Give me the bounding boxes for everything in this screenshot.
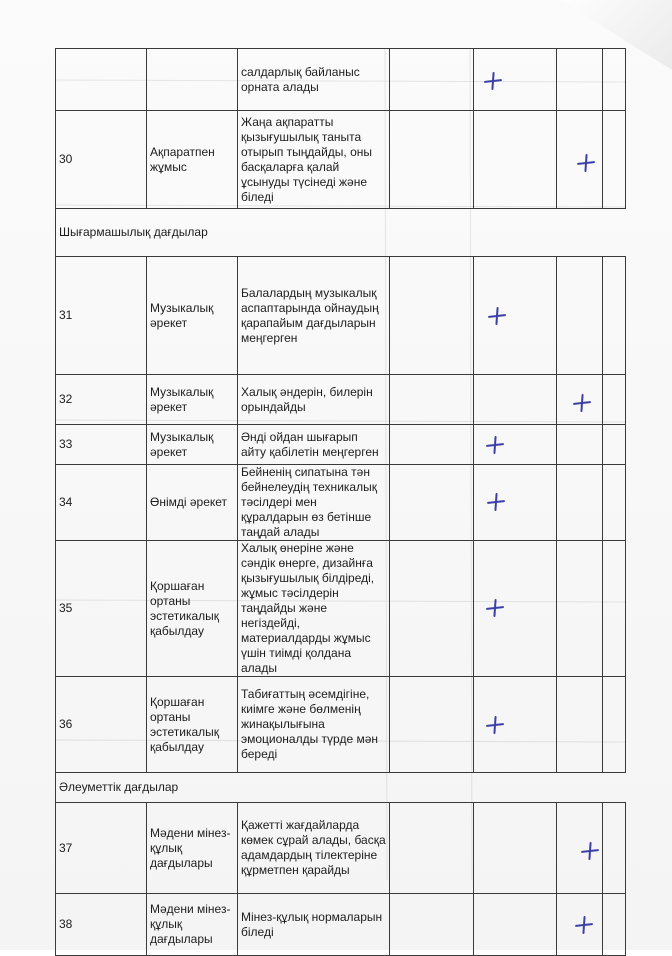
level-cell [557, 465, 603, 541]
empty-cell [390, 375, 474, 425]
level-cell [557, 375, 603, 425]
skill-area: Ақпаратпен жұмыс [147, 111, 238, 209]
table-row [56, 677, 626, 773]
empty-cell [390, 425, 474, 465]
section-header-row [56, 209, 626, 257]
level-cell [474, 425, 557, 465]
table-row [56, 111, 626, 209]
level-cell [557, 257, 603, 375]
section-title: Шығармашылық дағдылар [56, 209, 626, 257]
table-row [56, 541, 626, 677]
empty-cell [603, 111, 626, 209]
table-row [56, 425, 626, 465]
row-number: 31 [56, 257, 147, 375]
empty-cell [390, 803, 474, 894]
empty-cell [603, 465, 626, 541]
plus-check-mark-icon [487, 493, 505, 511]
skill-description: Халық әндерін, билерін орындайды [238, 375, 390, 425]
skill-description: Табиғаттың әсемдігіне, киімге және бөлменің жинақылығына эмоционалды түрде мән береді [238, 677, 390, 773]
level-cell [474, 894, 557, 956]
level-cell [474, 49, 557, 111]
plus-check-mark-icon [573, 394, 591, 412]
skill-description: Әнді ойдан шығарып айту қабілетін меңгерген [238, 425, 390, 465]
empty-cell [603, 541, 626, 677]
section-header-row [56, 773, 626, 803]
level-cell [557, 894, 603, 956]
skill-description: Қажетті жағдайларда көмек сұрай алады, басқа адамдардың тілектеріне құрметпен қарайды [238, 803, 390, 894]
plus-check-mark-icon [575, 916, 593, 934]
empty-cell [603, 803, 626, 894]
skill-description: Халық өнеріне және сәндік өнерге, дизайнға қызығушылық білдіреді, жұмыс тәсілдерін таңдайды және негіздейді, материалдарды жұмыс үшін тиімді қолдана алады [238, 541, 390, 677]
plus-check-mark-icon [488, 307, 506, 325]
skill-area: Қоршаған ортаны эстетикалық қабылдау [147, 677, 238, 773]
level-cell [557, 425, 603, 465]
table-row [56, 803, 626, 894]
empty-cell [603, 257, 626, 375]
skill-area: Мәдени мінез-құлық дағдылары [147, 803, 238, 894]
level-cell [557, 541, 603, 677]
plus-check-mark-icon [486, 599, 504, 617]
row-number: 34 [56, 465, 147, 541]
skill-description: салдарлық байланыс орната алады [238, 49, 390, 111]
level-cell [557, 803, 603, 894]
plus-check-mark-icon [581, 842, 599, 860]
level-cell [557, 49, 603, 111]
empty-cell [603, 375, 626, 425]
empty-cell [390, 257, 474, 375]
empty-cell [390, 111, 474, 209]
table-row [56, 49, 626, 111]
skill-area: Музыкалық әрекет [147, 425, 238, 465]
section-title: Әлеуметтік дағдылар [56, 773, 626, 803]
skill-area: Музыкалық әрекет [147, 375, 238, 425]
level-cell [474, 803, 557, 894]
row-number: 33 [56, 425, 147, 465]
empty-cell [390, 465, 474, 541]
empty-cell [603, 677, 626, 773]
level-cell [474, 677, 557, 773]
empty-cell [390, 49, 474, 111]
row-number: 38 [56, 894, 147, 956]
skill-area: Музыкалық әрекет [147, 257, 238, 375]
table-row [56, 257, 626, 375]
level-cell [474, 541, 557, 677]
plus-check-mark-icon [577, 154, 595, 172]
skill-description: Бейненің сипатына тән бейнелеудің техникалық тәсілдері мен құралдарын өз бетінше таңдай алады [238, 465, 390, 541]
plus-check-mark-icon [486, 436, 504, 454]
row-number [56, 49, 147, 111]
level-cell [474, 465, 557, 541]
level-cell [474, 375, 557, 425]
row-number: 30 [56, 111, 147, 209]
level-cell [474, 257, 557, 375]
skill-area: Қоршаған ортаны эстетикалық қабылдау [147, 541, 238, 677]
skill-area: Мәдени мінез-құлық дағдылары [147, 894, 238, 956]
row-number: 37 [56, 803, 147, 894]
empty-cell [603, 425, 626, 465]
table-row [56, 375, 626, 425]
plus-check-mark-icon [486, 716, 504, 734]
skill-description: Мінез-құлық нормаларын біледі [238, 894, 390, 956]
level-cell [557, 677, 603, 773]
table-row [56, 465, 626, 541]
table-row [56, 894, 626, 956]
skill-description: Балалардың музыкалық аспаптарында ойнаудың қарапайым дағдыларын меңгерген [238, 257, 390, 375]
empty-cell [603, 894, 626, 956]
empty-cell [390, 677, 474, 773]
empty-cell [390, 894, 474, 956]
empty-cell [390, 541, 474, 677]
level-cell [557, 111, 603, 209]
assessment-table [55, 48, 626, 956]
skill-area: Өнімді әрекет [147, 465, 238, 541]
row-number: 35 [56, 541, 147, 677]
plus-check-mark-icon [484, 72, 502, 90]
row-number: 36 [56, 677, 147, 773]
level-cell [474, 111, 557, 209]
row-number: 32 [56, 375, 147, 425]
empty-cell [603, 49, 626, 111]
skill-area [147, 49, 238, 111]
skill-description: Жаңа ақпаратты қызығушылық таныта отырып тыңдайды, оны басқаларға қалай ұсынуды түсінеді және біледі [238, 111, 390, 209]
